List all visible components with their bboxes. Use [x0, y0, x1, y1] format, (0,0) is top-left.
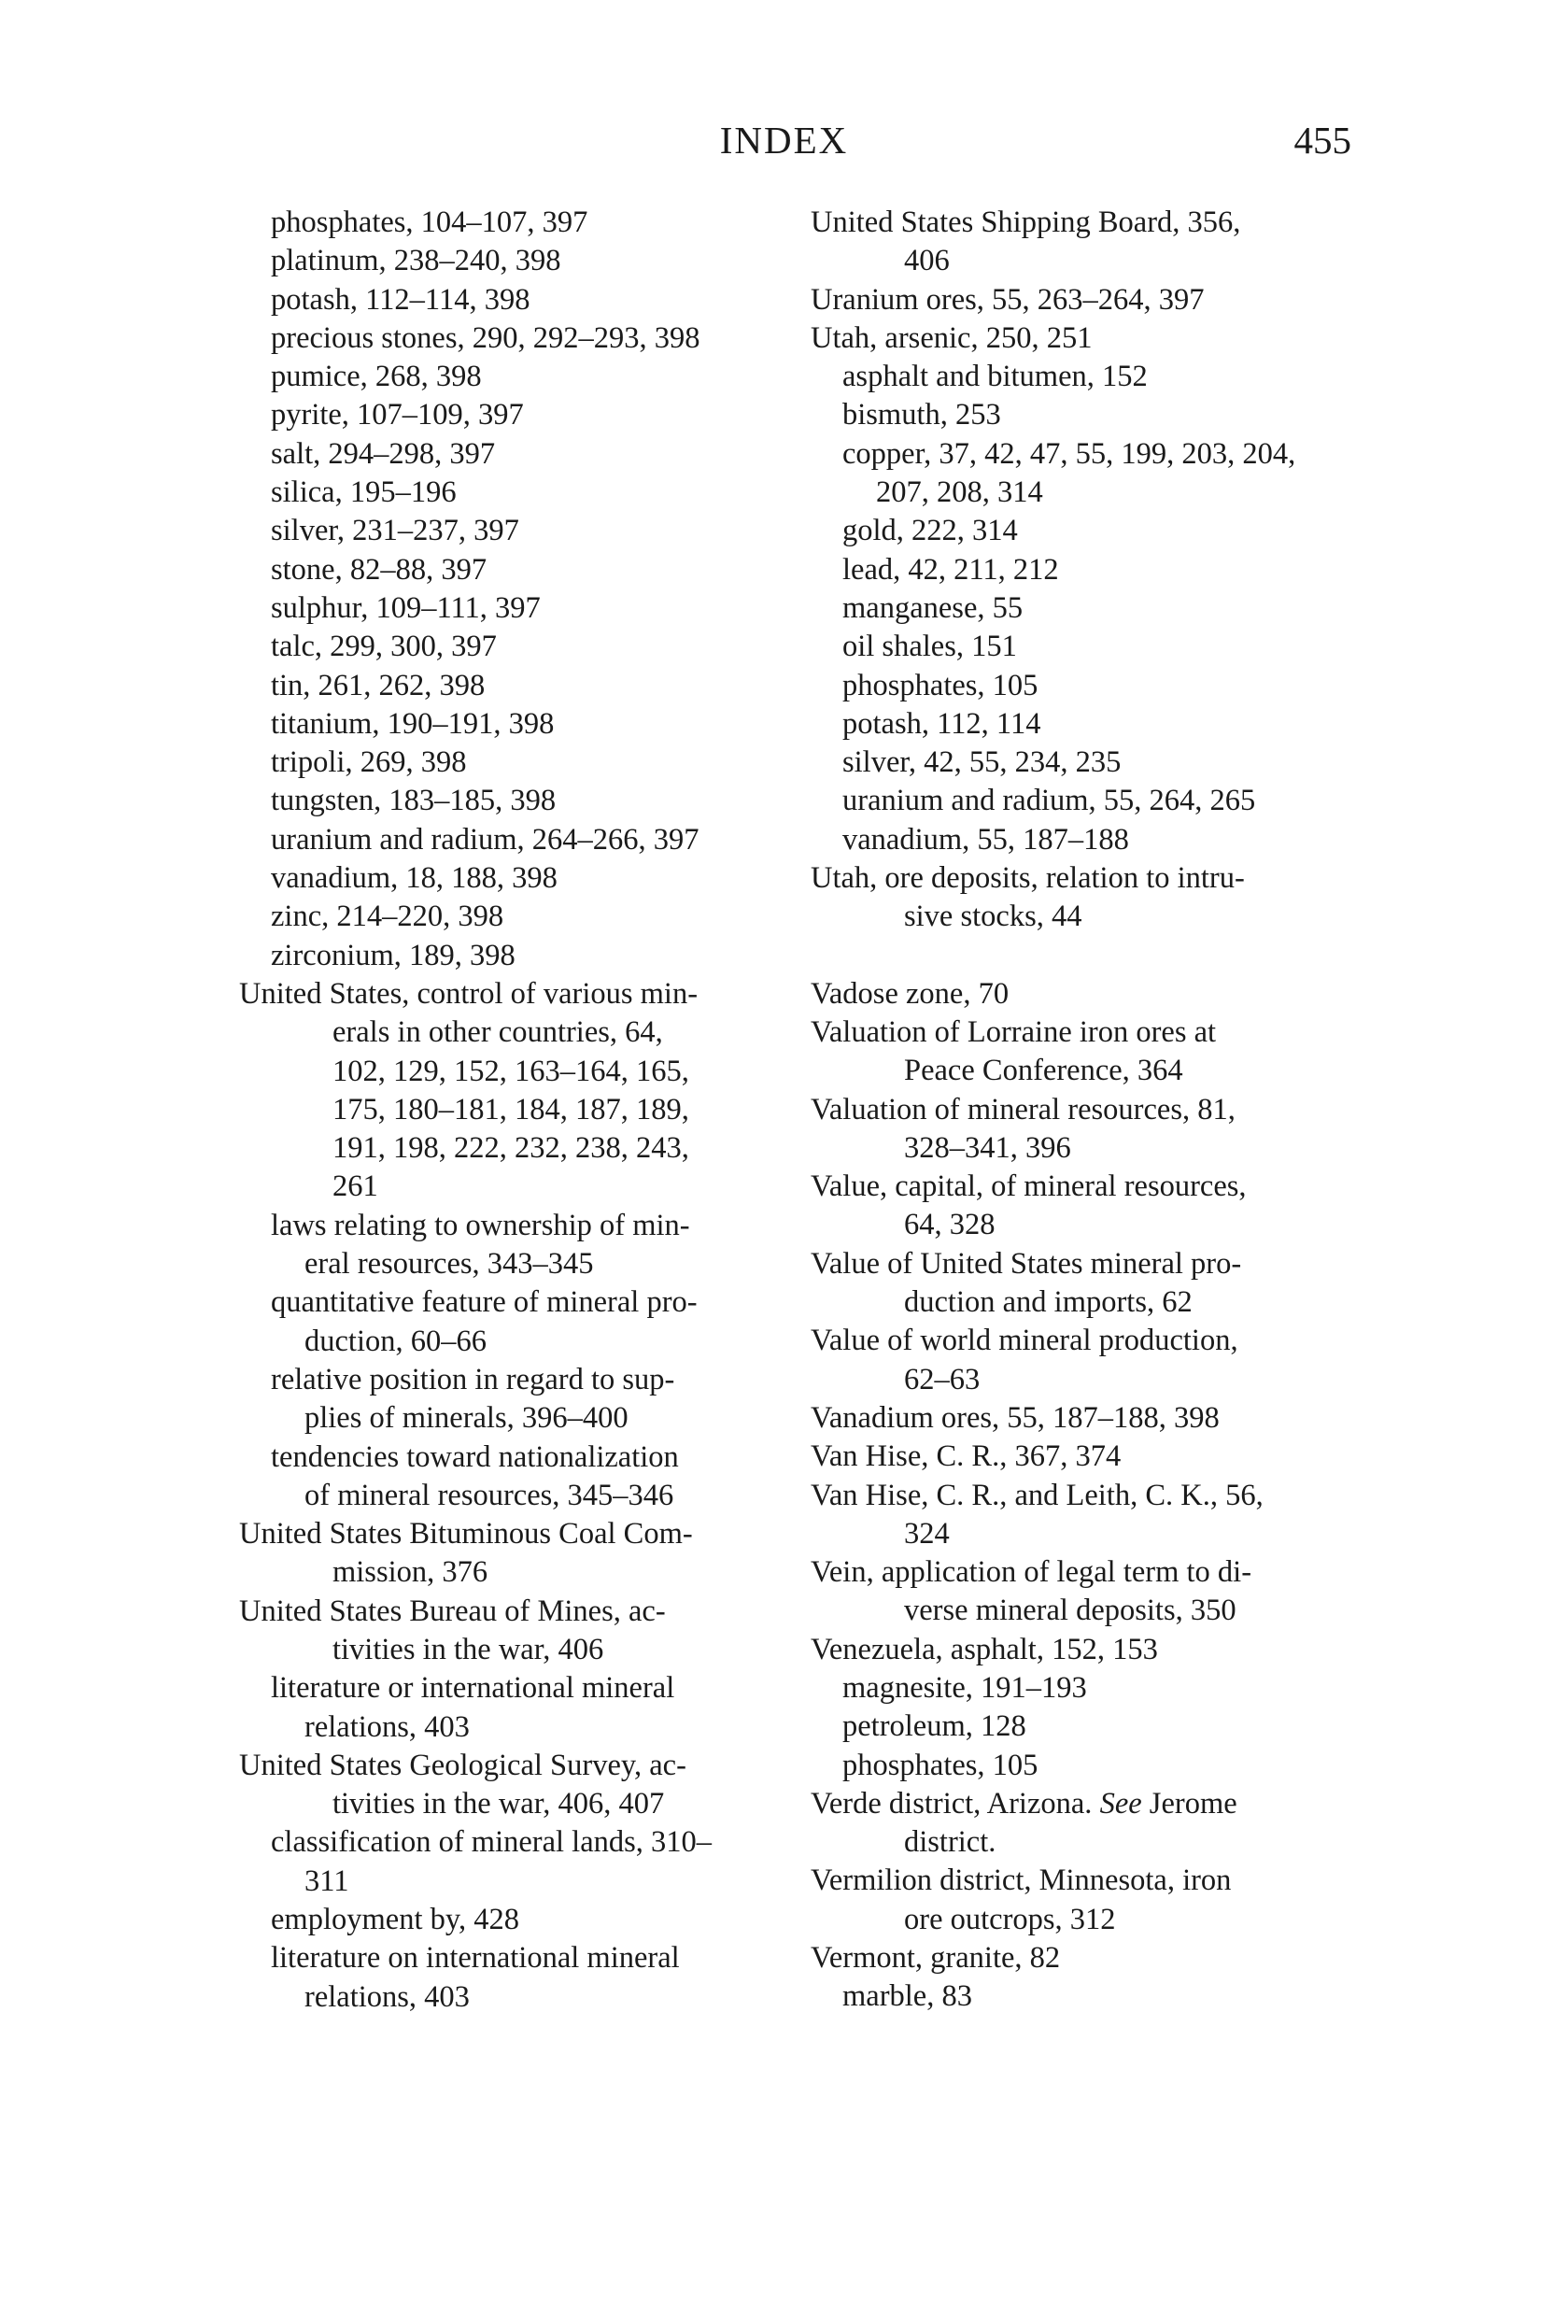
index-entry: [811, 1245, 1352, 1323]
index-line: erals in other countries, 64,: [332, 1015, 663, 1050]
index-line: oil shales, 151: [842, 630, 1017, 664]
index-line: sulphur, 109–111, 397: [271, 590, 541, 625]
index-line: silver, 42, 55, 234, 235: [842, 745, 1122, 780]
index-entry: [811, 975, 1352, 1013]
index-line: uranium and radium, 55, 264, 265: [842, 784, 1256, 818]
index-line: tivities in the war, 406, 407: [332, 1787, 665, 1821]
index-line: Valuation of Lorraine iron ores at: [811, 1014, 1217, 1049]
index-subentry: [239, 1283, 790, 1361]
index-entry: [811, 859, 1352, 937]
index-line: potash, 112–114, 398: [271, 282, 530, 317]
index-subentry: [239, 474, 790, 512]
index-line: phosphates, 105: [842, 668, 1038, 702]
index-line: uranium and radium, 264–266, 397: [271, 822, 699, 857]
index-line: 261: [332, 1169, 378, 1204]
index-line: pyrite, 107–109, 397: [271, 398, 524, 432]
index-subentry: [811, 551, 1352, 589]
index-line: Value, capital, of mineral resources,: [811, 1169, 1247, 1204]
index-line: 191, 198, 222, 232, 238, 243,: [332, 1131, 689, 1166]
index-subentry: [239, 1939, 790, 2017]
index-entry: [811, 1631, 1352, 1669]
index-line: platinum, 238–240, 398: [271, 244, 561, 278]
index-line: mission, 376: [332, 1555, 488, 1590]
index-line: tendencies toward nationalization: [271, 1439, 679, 1474]
index-entry: [811, 1438, 1352, 1476]
index-line: sive stocks, 44: [904, 900, 1082, 934]
index-line: United States Bituminous Coal Com-: [239, 1517, 693, 1552]
index-line: phosphates, 104–107, 397: [271, 205, 588, 239]
index-subentry: [239, 242, 790, 280]
index-column-left: [239, 204, 790, 2017]
index-line: Uranium ores, 55, 263–264, 397: [811, 282, 1205, 317]
index-line: asphalt and bitumen, 152: [842, 360, 1148, 394]
index-line: literature or international mineral: [271, 1671, 675, 1706]
index-entry: [811, 1862, 1352, 1939]
index-line: Value of world mineral production,: [811, 1324, 1238, 1358]
index-line: Vermilion district, Minnesota, iron: [811, 1863, 1232, 1898]
index-subentry: [239, 281, 790, 319]
index-line: district.: [904, 1825, 996, 1860]
index-subentry: [239, 1901, 790, 1939]
index-line: gold, 222, 314: [842, 514, 1018, 548]
index-line: precious stones, 290, 292–293, 398: [271, 320, 700, 355]
index-line: eral resources, 343–345: [304, 1247, 594, 1282]
index-line: 175, 180–181, 184, 187, 189,: [332, 1092, 689, 1127]
index-subentry: [239, 744, 790, 782]
index-subentry: [239, 859, 790, 898]
index-line: relations, 403: [304, 1979, 470, 2014]
index-subentry: [811, 821, 1352, 859]
index-subentry: [239, 782, 790, 820]
index-entry: [811, 281, 1352, 319]
index-line: Venezuela, asphalt, 152, 153: [811, 1632, 1158, 1666]
index-line: relations, 403: [304, 1709, 470, 1744]
index-entry: [811, 319, 1352, 358]
index-line: relative position in regard to sup-: [271, 1362, 675, 1396]
index-line: pumice, 268, 398: [271, 360, 482, 394]
index-subentry: [811, 705, 1352, 744]
page-number: 455: [1293, 119, 1351, 162]
index-line: tin, 261, 262, 398: [271, 668, 486, 702]
index-subentry: [811, 589, 1352, 628]
index-subentry: [239, 435, 790, 474]
index-subentry: [811, 1747, 1352, 1785]
index-subentry: [239, 667, 790, 705]
index-entry: [811, 1168, 1352, 1245]
index-entry: [811, 1091, 1352, 1169]
index-line: 64, 328: [904, 1208, 996, 1242]
index-subentry: [811, 628, 1352, 666]
index-line: laws relating to ownership of min-: [271, 1208, 690, 1242]
index-subentry: [811, 1977, 1352, 2016]
index-line: Value of United States mineral pro-: [811, 1246, 1242, 1281]
index-line: talc, 299, 300, 397: [271, 630, 497, 664]
index-line: Peace Conference, 364: [904, 1054, 1183, 1088]
index-line: Van Hise, C. R., and Leith, C. K., 56,: [811, 1478, 1264, 1512]
index-subentry: [239, 204, 790, 242]
index-line: magnesite, 191–193: [842, 1670, 1087, 1705]
index-line: tivities in the war, 406: [332, 1632, 604, 1666]
index-line: duction, 60–66: [304, 1324, 487, 1358]
index-entry: [239, 975, 790, 1207]
index-line: employment by, 428: [271, 1903, 519, 1937]
index-line: Utah, arsenic, 250, 251: [811, 320, 1093, 355]
index-subentry: [239, 1669, 790, 1747]
index-line: quantitative feature of mineral pro-: [271, 1285, 698, 1320]
index-line: lead, 42, 211, 212: [842, 552, 1059, 587]
index-line: 311: [304, 1863, 349, 1898]
index-line: Vermont, granite, 82: [811, 1941, 1061, 1976]
index-subentry: [239, 1823, 790, 1901]
index-line: Utah, ore deposits, relation to intru-: [811, 861, 1245, 896]
index-subentry: [239, 937, 790, 975]
index-line: of mineral resources, 345–346: [304, 1478, 674, 1512]
index-line: classification of mineral lands, 310–: [271, 1825, 713, 1860]
index-subentry: [239, 821, 790, 859]
index-line: silica, 195–196: [271, 475, 457, 510]
index-line: literature on international mineral: [271, 1941, 680, 1976]
index-entry: [239, 1515, 790, 1593]
index-subentry: [811, 1708, 1352, 1746]
index-line: Vanadium ores, 55, 187–188, 398: [811, 1400, 1220, 1435]
index-entry: [811, 1322, 1352, 1399]
index-line: zinc, 214–220, 398: [271, 900, 504, 934]
index-line: duction and imports, 62: [904, 1285, 1193, 1320]
index-subentry: [239, 628, 790, 666]
index-subentry: [239, 319, 790, 358]
index-line: marble, 83: [842, 1979, 972, 2014]
index-line: potash, 112, 114: [842, 706, 1041, 741]
index-line: bismuth, 253: [842, 398, 1001, 432]
index-subentry: [811, 435, 1352, 513]
index-line: manganese, 55: [842, 590, 1024, 625]
index-line: 328–341, 396: [904, 1130, 1071, 1165]
index-line: zirconium, 189, 398: [271, 938, 516, 972]
index-subentry: [239, 551, 790, 589]
index-line: United States, control of various min-: [239, 976, 699, 1011]
index-column-right: [811, 204, 1352, 2017]
index-line: 324: [904, 1516, 950, 1551]
page-header: [0, 118, 1568, 174]
index-line: vanadium, 18, 188, 398: [271, 861, 558, 896]
index-entry: [239, 1593, 790, 1670]
section-gap: [811, 937, 1352, 975]
index-entry: [811, 1939, 1352, 1977]
index-subentry: [239, 589, 790, 628]
index-entry: [811, 1477, 1352, 1554]
index-line: Verde district, Arizona. See Jerome: [811, 1786, 1237, 1821]
index-line: tungsten, 183–185, 398: [271, 784, 557, 818]
index-subentry: [811, 667, 1352, 705]
index-entry: [811, 1399, 1352, 1438]
index-line: stone, 82–88, 397: [271, 552, 487, 587]
index-subentry: [811, 1669, 1352, 1708]
index-line: plies of minerals, 396–400: [304, 1401, 629, 1436]
index-line: 207, 208, 314: [876, 475, 1043, 510]
index-subentry: [239, 512, 790, 550]
index-line: Valuation of mineral resources, 81,: [811, 1092, 1236, 1127]
index-subentry: [811, 396, 1352, 434]
index-line: tripoli, 269, 398: [271, 745, 467, 780]
index-line: United States Bureau of Mines, ac-: [239, 1594, 666, 1628]
index-line: United States Geological Survey, ac-: [239, 1748, 686, 1782]
index-subentry: [811, 512, 1352, 550]
index-subentry: [811, 782, 1352, 820]
index-line: copper, 37, 42, 47, 55, 199, 203, 204,: [842, 436, 1296, 471]
index-line: verse mineral deposits, 350: [904, 1594, 1236, 1628]
index-line: phosphates, 105: [842, 1748, 1038, 1782]
index-subentry: [239, 898, 790, 936]
index-subentry: [239, 1438, 790, 1516]
index-entry: [811, 1553, 1352, 1631]
index-line: salt, 294–298, 397: [271, 436, 496, 471]
index-line: vanadium, 55, 187–188: [842, 822, 1129, 857]
index-subentry: [811, 744, 1352, 782]
index-subentry: [239, 358, 790, 396]
index-entry: [811, 1013, 1352, 1091]
index-subentry: [239, 1207, 790, 1284]
index-line: petroleum, 128: [842, 1709, 1026, 1744]
index-subentry: [811, 358, 1352, 396]
index-line: titanium, 190–191, 398: [271, 706, 555, 741]
index-line: 406: [904, 244, 950, 278]
index-line: Vadose zone, 70: [811, 976, 1010, 1011]
index-line: 62–63: [904, 1362, 981, 1396]
index-subentry: [239, 396, 790, 434]
index-line: silver, 231–237, 397: [271, 514, 519, 548]
index-entry: [239, 1747, 790, 1824]
index-line: Van Hise, C. R., 367, 374: [811, 1439, 1122, 1474]
index-entry: [811, 1785, 1352, 1863]
running-title: INDEX: [719, 119, 849, 162]
index-line: Vein, application of legal term to di-: [811, 1555, 1252, 1590]
index-line: 102, 129, 152, 163–164, 165,: [332, 1054, 689, 1088]
index-line: ore outcrops, 312: [904, 1902, 1116, 1936]
index-subentry: [239, 1361, 790, 1438]
index-subentry: [239, 705, 790, 744]
index-entry: [811, 204, 1352, 281]
index-line: United States Shipping Board, 356,: [811, 205, 1241, 239]
